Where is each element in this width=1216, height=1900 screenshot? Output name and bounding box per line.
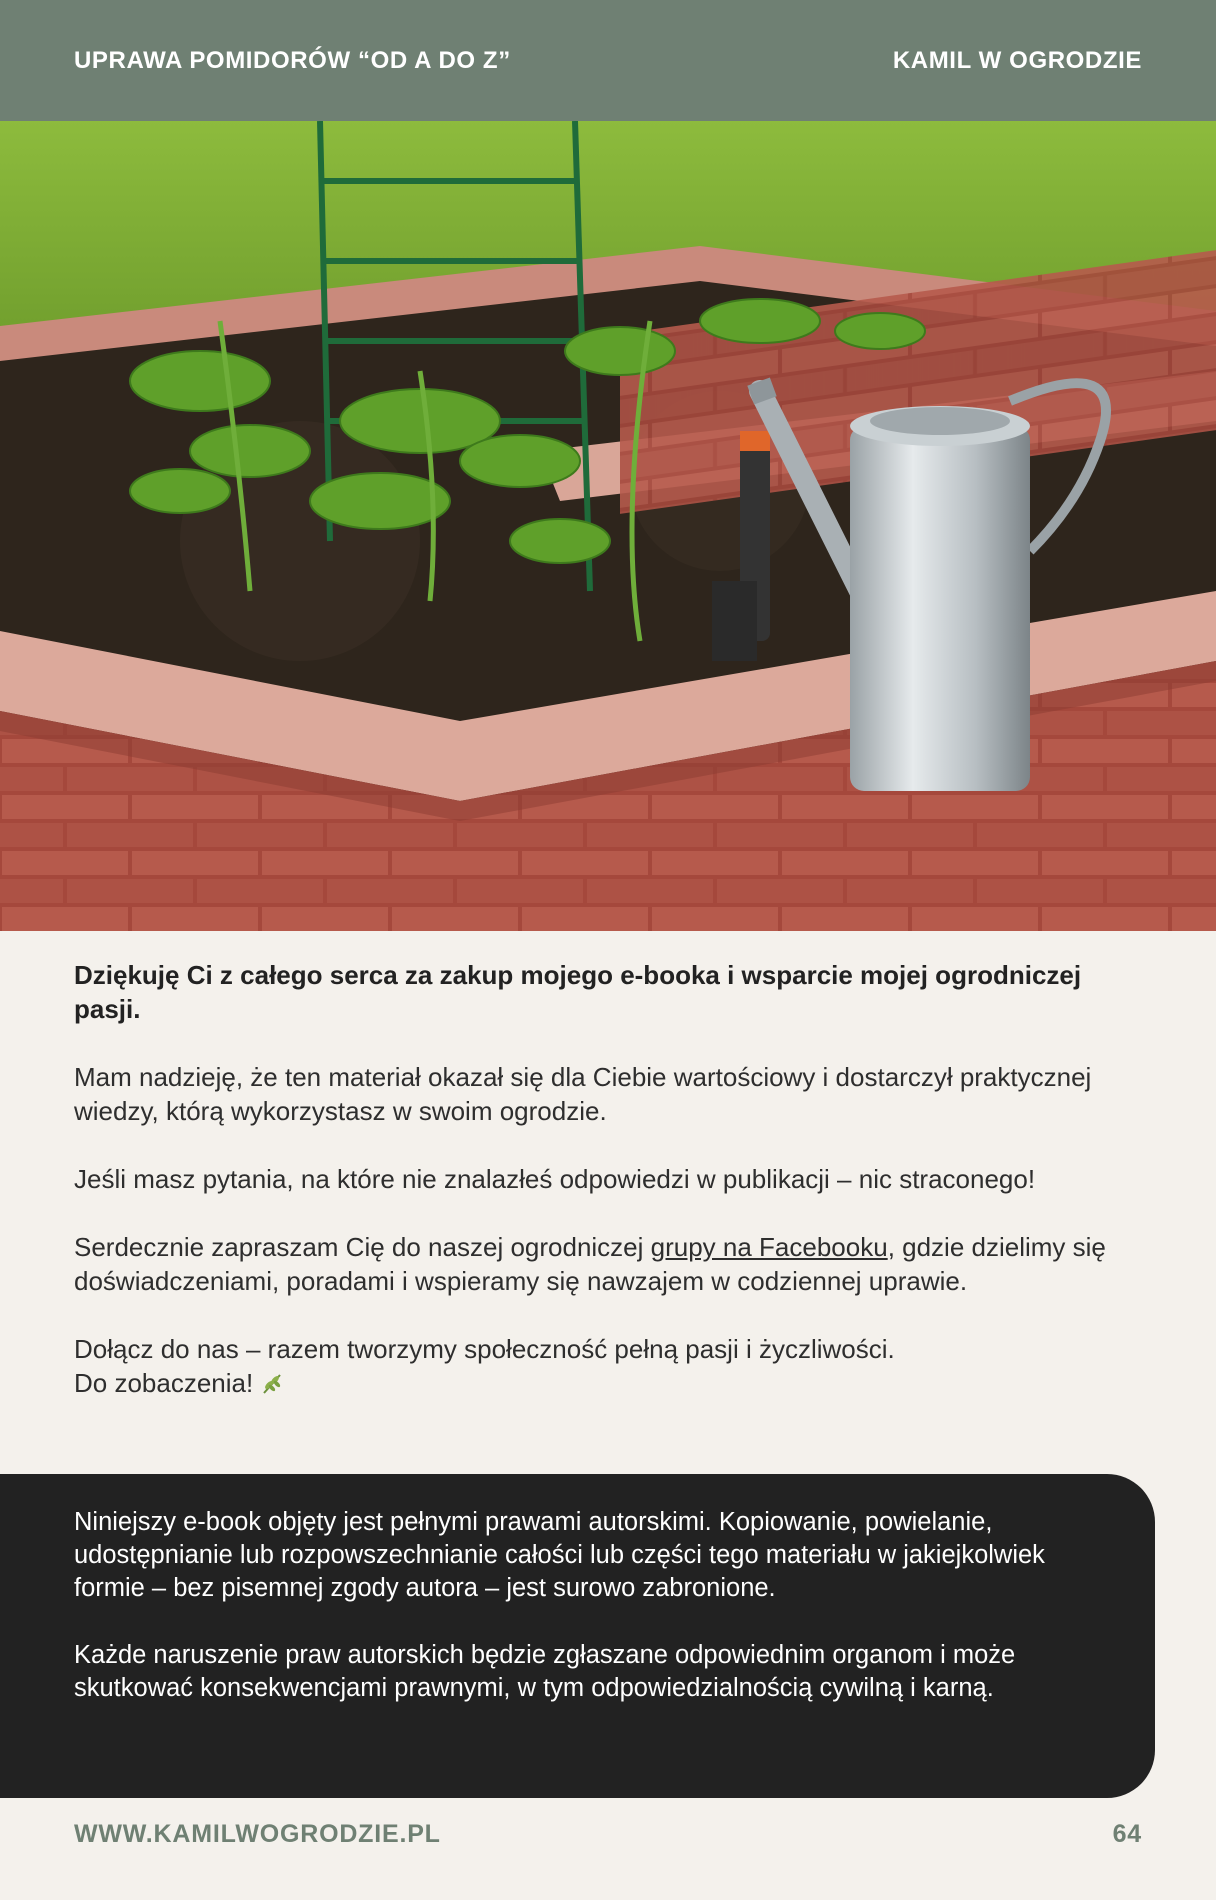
page-header [0, 0, 1216, 121]
paragraph-invite [74, 1230, 1144, 1298]
ebook-title: UPRAWA POMIDORÓW “OD A DO Z” [74, 46, 511, 74]
invite-text-before: Serdecznie zapraszam Cię do naszej ogrodniczej [74, 1232, 651, 1262]
thank-you-section [74, 958, 1144, 1434]
brand-name: KAMIL W OGRODZIE [892, 46, 1142, 74]
paragraph-hope: Mam nadzieję, że ten materiał okazał się dla Ciebie wartościowy i dostarczył praktycznej wiedzy, którą wykorzystasz w swoim ogrodzie. [74, 1062, 1092, 1126]
page-footer [74, 1820, 1142, 1849]
infringement-paragraph: Każde naruszenie praw autorskich będzie zgłaszane odpowiednim organom i może skutkować konsekwencjami prawnymi, w tym odpowiedzialnością cywilną i karną. [74, 1641, 1016, 1702]
paragraph-join [74, 1332, 1144, 1400]
hero-photo [0, 121, 1216, 931]
herb-icon [260, 1369, 284, 1393]
copyright-paragraph: Niniejszy e-book objęty jest pełnymi prawami autorskimi. Kopiowanie, powielanie, udostępnianie lub rozpowszechnianie całości lub części tego materiału w jakiejkolwiek formie – bez pisemnej zgody autora – jest surowo zabronione. [74, 1508, 1045, 1602]
paragraph-questions: Jeśli masz pytania, na które nie znalazłeś odpowiedzi w publikacji – nic straconego! [74, 1164, 1036, 1194]
see-you-line: Do zobaczenia! [74, 1368, 254, 1398]
join-line: Dołącz do nas – razem tworzymy społeczność pełną pasji i życzliwości. [74, 1334, 895, 1364]
copyright-notice [0, 1474, 1155, 1798]
thank-you-lead: Dziękuję Ci z całego serca za zakup mojego e-booka i wsparcie mojej ogrodniczej pasji. [74, 960, 1082, 1024]
facebook-group-link[interactable]: grupy na Facebooku [650, 1232, 888, 1262]
website-url[interactable]: WWW.KAMILWOGRODZIE.PL [74, 1820, 441, 1848]
page-number: 64 [1112, 1820, 1142, 1848]
invite-text-after: , gdzie dzielimy się doświadczeniami, poradami i wspieramy się nawzajem w codziennej uprawie. [74, 1232, 1106, 1296]
